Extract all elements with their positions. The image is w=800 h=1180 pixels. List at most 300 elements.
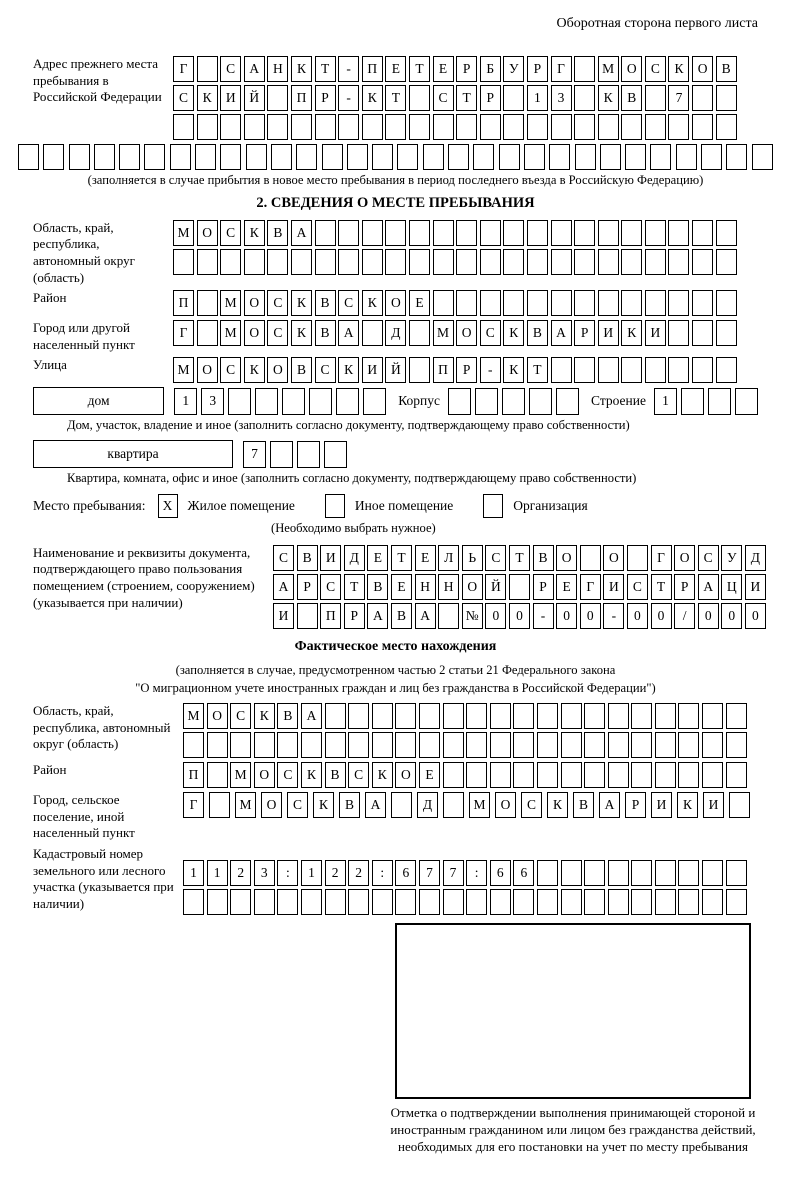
char-box[interactable] bbox=[438, 603, 459, 629]
char-box[interactable] bbox=[655, 732, 676, 758]
char-box[interactable] bbox=[726, 703, 747, 729]
char-box[interactable]: 1 bbox=[183, 860, 204, 886]
char-box[interactable] bbox=[726, 889, 747, 915]
char-box[interactable]: И bbox=[220, 85, 241, 111]
char-box[interactable]: С bbox=[480, 320, 501, 346]
char-box[interactable]: Т bbox=[344, 574, 365, 600]
char-box[interactable] bbox=[254, 889, 275, 915]
char-box[interactable] bbox=[443, 732, 464, 758]
char-box[interactable] bbox=[701, 144, 722, 170]
char-box[interactable] bbox=[499, 144, 520, 170]
char-box[interactable] bbox=[443, 792, 464, 818]
char-box[interactable] bbox=[575, 144, 596, 170]
char-box[interactable]: И bbox=[703, 792, 724, 818]
char-box[interactable]: 0 bbox=[580, 603, 601, 629]
char-box[interactable]: А bbox=[338, 320, 359, 346]
char-box[interactable] bbox=[197, 56, 218, 82]
char-box[interactable]: В bbox=[573, 792, 594, 818]
char-box[interactable]: К bbox=[338, 357, 359, 383]
char-box[interactable] bbox=[209, 792, 230, 818]
char-box[interactable]: : bbox=[372, 860, 393, 886]
char-box[interactable]: 3 bbox=[201, 388, 224, 415]
char-box[interactable] bbox=[621, 357, 642, 383]
char-box[interactable] bbox=[456, 290, 477, 316]
char-box[interactable]: С bbox=[287, 792, 308, 818]
char-box[interactable] bbox=[336, 388, 359, 415]
char-box[interactable]: 7 bbox=[668, 85, 689, 111]
char-box[interactable]: В bbox=[533, 545, 554, 571]
char-box[interactable]: Р bbox=[315, 85, 336, 111]
char-box[interactable]: С bbox=[220, 220, 241, 246]
char-box[interactable]: Е bbox=[419, 762, 440, 788]
char-box[interactable] bbox=[362, 114, 383, 140]
char-box[interactable]: К bbox=[547, 792, 568, 818]
char-box[interactable]: 0 bbox=[485, 603, 506, 629]
char-box[interactable]: Е bbox=[433, 56, 454, 82]
char-box[interactable]: О bbox=[207, 703, 228, 729]
char-box[interactable] bbox=[309, 388, 332, 415]
char-box[interactable]: М bbox=[173, 220, 194, 246]
char-box[interactable] bbox=[282, 388, 305, 415]
char-box[interactable]: 7 bbox=[419, 860, 440, 886]
char-box[interactable] bbox=[692, 249, 713, 275]
char-box[interactable]: 0 bbox=[745, 603, 766, 629]
char-box[interactable]: С bbox=[230, 703, 251, 729]
char-box[interactable] bbox=[197, 114, 218, 140]
char-box[interactable] bbox=[678, 703, 699, 729]
char-box[interactable]: С bbox=[277, 762, 298, 788]
char-box[interactable]: К bbox=[254, 703, 275, 729]
char-box[interactable]: О bbox=[603, 545, 624, 571]
char-box[interactable] bbox=[348, 889, 369, 915]
char-box[interactable]: Г bbox=[173, 56, 194, 82]
char-box[interactable] bbox=[692, 85, 713, 111]
char-box[interactable] bbox=[480, 220, 501, 246]
char-box[interactable] bbox=[668, 357, 689, 383]
char-box[interactable]: С bbox=[627, 574, 648, 600]
char-box[interactable]: Й bbox=[244, 85, 265, 111]
char-box[interactable] bbox=[322, 144, 343, 170]
char-box[interactable] bbox=[692, 320, 713, 346]
char-box[interactable] bbox=[409, 320, 430, 346]
char-box[interactable] bbox=[608, 732, 629, 758]
char-box[interactable] bbox=[466, 703, 487, 729]
char-box[interactable] bbox=[645, 220, 666, 246]
char-box[interactable]: Д bbox=[385, 320, 406, 346]
char-box[interactable]: В bbox=[391, 603, 412, 629]
char-box[interactable]: Д bbox=[745, 545, 766, 571]
char-box[interactable] bbox=[561, 703, 582, 729]
char-box[interactable]: 1 bbox=[207, 860, 228, 886]
char-box[interactable]: О bbox=[254, 762, 275, 788]
char-box[interactable]: К bbox=[244, 357, 265, 383]
char-box[interactable] bbox=[456, 249, 477, 275]
char-box[interactable] bbox=[297, 603, 318, 629]
char-box[interactable] bbox=[338, 114, 359, 140]
char-box[interactable]: 0 bbox=[651, 603, 672, 629]
char-box[interactable] bbox=[267, 114, 288, 140]
char-box[interactable]: Л bbox=[438, 545, 459, 571]
char-box[interactable]: И bbox=[320, 545, 341, 571]
char-box[interactable]: О bbox=[556, 545, 577, 571]
char-box[interactable]: П bbox=[183, 762, 204, 788]
char-box[interactable]: К bbox=[362, 85, 383, 111]
char-box[interactable] bbox=[645, 290, 666, 316]
char-box[interactable] bbox=[655, 889, 676, 915]
char-box[interactable]: С bbox=[521, 792, 542, 818]
char-box[interactable] bbox=[433, 290, 454, 316]
char-box[interactable]: К bbox=[291, 56, 312, 82]
char-box[interactable]: Т bbox=[391, 545, 412, 571]
char-box[interactable]: О bbox=[244, 320, 265, 346]
char-box[interactable] bbox=[255, 388, 278, 415]
char-box[interactable] bbox=[524, 144, 545, 170]
char-box[interactable] bbox=[372, 703, 393, 729]
char-box[interactable]: М bbox=[230, 762, 251, 788]
char-box[interactable] bbox=[363, 388, 386, 415]
char-box[interactable]: Г bbox=[551, 56, 572, 82]
char-box[interactable] bbox=[456, 114, 477, 140]
char-box[interactable] bbox=[475, 388, 498, 415]
char-box[interactable] bbox=[716, 320, 737, 346]
char-box[interactable]: - bbox=[533, 603, 554, 629]
char-box[interactable] bbox=[409, 114, 430, 140]
char-box[interactable] bbox=[443, 889, 464, 915]
char-box[interactable] bbox=[513, 889, 534, 915]
char-box[interactable]: С bbox=[338, 290, 359, 316]
char-box[interactable]: В bbox=[315, 320, 336, 346]
char-box[interactable] bbox=[702, 732, 723, 758]
char-box[interactable]: О bbox=[456, 320, 477, 346]
char-box[interactable] bbox=[503, 249, 524, 275]
char-box[interactable] bbox=[372, 732, 393, 758]
char-box[interactable]: А bbox=[244, 56, 265, 82]
char-box[interactable]: 0 bbox=[721, 603, 742, 629]
char-box[interactable] bbox=[183, 889, 204, 915]
char-box[interactable] bbox=[650, 144, 671, 170]
char-box[interactable]: С bbox=[348, 762, 369, 788]
char-box[interactable]: О bbox=[197, 220, 218, 246]
char-box[interactable] bbox=[69, 144, 90, 170]
char-box[interactable] bbox=[94, 144, 115, 170]
char-box[interactable]: - bbox=[338, 56, 359, 82]
char-box[interactable] bbox=[466, 889, 487, 915]
char-box[interactable]: К bbox=[291, 290, 312, 316]
char-box[interactable]: Ь bbox=[462, 545, 483, 571]
char-box[interactable]: 2 bbox=[348, 860, 369, 886]
char-box[interactable] bbox=[537, 889, 558, 915]
char-box[interactable] bbox=[681, 388, 704, 415]
char-box[interactable]: Р bbox=[480, 85, 501, 111]
char-box[interactable]: С bbox=[267, 290, 288, 316]
char-box[interactable] bbox=[716, 290, 737, 316]
char-box[interactable]: О bbox=[621, 56, 642, 82]
char-box[interactable] bbox=[668, 320, 689, 346]
char-box[interactable]: - bbox=[480, 357, 501, 383]
char-box[interactable] bbox=[645, 114, 666, 140]
char-box[interactable] bbox=[716, 249, 737, 275]
char-box[interactable] bbox=[347, 144, 368, 170]
char-box[interactable] bbox=[692, 290, 713, 316]
char-box[interactable]: К bbox=[301, 762, 322, 788]
char-box[interactable]: Р bbox=[344, 603, 365, 629]
char-box[interactable]: В bbox=[315, 290, 336, 316]
char-box[interactable]: И bbox=[598, 320, 619, 346]
char-box[interactable]: 1 bbox=[174, 388, 197, 415]
char-box[interactable]: : bbox=[466, 860, 487, 886]
char-box[interactable]: В bbox=[267, 220, 288, 246]
char-box[interactable] bbox=[668, 114, 689, 140]
stay-type-checkbox[interactable] bbox=[325, 494, 345, 518]
char-box[interactable]: 2 bbox=[230, 860, 251, 886]
char-box[interactable] bbox=[173, 249, 194, 275]
char-box[interactable]: Т bbox=[509, 545, 530, 571]
char-box[interactable]: Й bbox=[385, 357, 406, 383]
char-box[interactable]: Е bbox=[415, 545, 436, 571]
char-box[interactable] bbox=[726, 732, 747, 758]
char-box[interactable]: 6 bbox=[513, 860, 534, 886]
char-box[interactable]: П bbox=[320, 603, 341, 629]
char-box[interactable] bbox=[598, 114, 619, 140]
char-box[interactable]: О bbox=[267, 357, 288, 383]
char-box[interactable]: К bbox=[598, 85, 619, 111]
char-box[interactable] bbox=[598, 249, 619, 275]
char-box[interactable]: 6 bbox=[490, 860, 511, 886]
char-box[interactable] bbox=[270, 441, 293, 468]
char-box[interactable] bbox=[503, 290, 524, 316]
char-box[interactable] bbox=[608, 860, 629, 886]
char-box[interactable]: 7 bbox=[443, 860, 464, 886]
char-box[interactable]: А bbox=[698, 574, 719, 600]
char-box[interactable]: К bbox=[244, 220, 265, 246]
char-box[interactable] bbox=[574, 357, 595, 383]
char-box[interactable] bbox=[362, 320, 383, 346]
char-box[interactable] bbox=[456, 220, 477, 246]
char-box[interactable]: В bbox=[277, 703, 298, 729]
char-box[interactable] bbox=[549, 144, 570, 170]
char-box[interactable]: Т bbox=[527, 357, 548, 383]
char-box[interactable] bbox=[230, 889, 251, 915]
char-box[interactable]: Р bbox=[456, 357, 477, 383]
char-box[interactable] bbox=[561, 860, 582, 886]
char-box[interactable] bbox=[561, 732, 582, 758]
char-box[interactable]: К bbox=[503, 320, 524, 346]
char-box[interactable] bbox=[702, 703, 723, 729]
char-box[interactable] bbox=[726, 762, 747, 788]
char-box[interactable] bbox=[338, 220, 359, 246]
char-box[interactable] bbox=[702, 762, 723, 788]
char-box[interactable] bbox=[551, 114, 572, 140]
char-box[interactable] bbox=[372, 889, 393, 915]
char-box[interactable]: П bbox=[433, 357, 454, 383]
char-box[interactable] bbox=[702, 860, 723, 886]
char-box[interactable]: Е bbox=[556, 574, 577, 600]
char-box[interactable] bbox=[726, 860, 747, 886]
char-box[interactable] bbox=[584, 889, 605, 915]
char-box[interactable]: П bbox=[173, 290, 194, 316]
char-box[interactable] bbox=[207, 762, 228, 788]
char-box[interactable] bbox=[277, 732, 298, 758]
char-box[interactable] bbox=[338, 249, 359, 275]
char-box[interactable] bbox=[551, 357, 572, 383]
char-box[interactable]: С bbox=[485, 545, 506, 571]
char-box[interactable]: 6 bbox=[395, 860, 416, 886]
char-box[interactable]: М bbox=[183, 703, 204, 729]
char-box[interactable] bbox=[433, 249, 454, 275]
char-box[interactable]: С bbox=[645, 56, 666, 82]
char-box[interactable]: У bbox=[721, 545, 742, 571]
char-box[interactable]: Е bbox=[409, 290, 430, 316]
char-box[interactable]: Е bbox=[391, 574, 412, 600]
char-box[interactable] bbox=[419, 889, 440, 915]
char-box[interactable] bbox=[513, 762, 534, 788]
char-box[interactable]: У bbox=[503, 56, 524, 82]
char-box[interactable] bbox=[409, 85, 430, 111]
char-box[interactable]: Р bbox=[297, 574, 318, 600]
char-box[interactable] bbox=[627, 545, 648, 571]
char-box[interactable]: О bbox=[395, 762, 416, 788]
char-box[interactable]: О bbox=[692, 56, 713, 82]
char-box[interactable] bbox=[574, 220, 595, 246]
char-box[interactable]: № bbox=[462, 603, 483, 629]
char-box[interactable]: 0 bbox=[627, 603, 648, 629]
char-box[interactable] bbox=[598, 220, 619, 246]
char-box[interactable] bbox=[207, 732, 228, 758]
stay-type-checkbox[interactable] bbox=[483, 494, 503, 518]
char-box[interactable] bbox=[692, 357, 713, 383]
char-box[interactable] bbox=[598, 290, 619, 316]
char-box[interactable] bbox=[372, 144, 393, 170]
char-box[interactable] bbox=[625, 144, 646, 170]
char-box[interactable] bbox=[348, 732, 369, 758]
char-box[interactable] bbox=[655, 762, 676, 788]
char-box[interactable]: Б bbox=[480, 56, 501, 82]
char-box[interactable] bbox=[598, 357, 619, 383]
char-box[interactable] bbox=[197, 290, 218, 316]
char-box[interactable] bbox=[297, 441, 320, 468]
char-box[interactable] bbox=[503, 114, 524, 140]
char-box[interactable]: К bbox=[677, 792, 698, 818]
char-box[interactable] bbox=[645, 357, 666, 383]
char-box[interactable] bbox=[621, 290, 642, 316]
char-box[interactable]: А bbox=[365, 792, 386, 818]
char-box[interactable]: 1 bbox=[654, 388, 677, 415]
char-box[interactable]: В bbox=[527, 320, 548, 346]
char-box[interactable] bbox=[433, 220, 454, 246]
char-box[interactable] bbox=[584, 703, 605, 729]
char-box[interactable] bbox=[362, 220, 383, 246]
char-box[interactable] bbox=[631, 889, 652, 915]
char-box[interactable] bbox=[173, 114, 194, 140]
char-box[interactable] bbox=[230, 732, 251, 758]
char-box[interactable]: 0 bbox=[556, 603, 577, 629]
char-box[interactable]: К bbox=[197, 85, 218, 111]
char-box[interactable] bbox=[735, 388, 758, 415]
char-box[interactable]: В bbox=[367, 574, 388, 600]
char-box[interactable] bbox=[291, 249, 312, 275]
char-box[interactable]: К bbox=[313, 792, 334, 818]
char-box[interactable]: 7 bbox=[243, 441, 266, 468]
char-box[interactable] bbox=[631, 732, 652, 758]
char-box[interactable] bbox=[551, 290, 572, 316]
char-box[interactable] bbox=[220, 144, 241, 170]
char-box[interactable] bbox=[277, 889, 298, 915]
char-box[interactable]: В bbox=[339, 792, 360, 818]
char-box[interactable]: В bbox=[297, 545, 318, 571]
char-box[interactable] bbox=[473, 144, 494, 170]
char-box[interactable] bbox=[291, 114, 312, 140]
char-box[interactable] bbox=[395, 703, 416, 729]
char-box[interactable] bbox=[561, 889, 582, 915]
char-box[interactable] bbox=[702, 889, 723, 915]
char-box[interactable]: Г bbox=[183, 792, 204, 818]
char-box[interactable] bbox=[527, 114, 548, 140]
char-box[interactable] bbox=[678, 889, 699, 915]
char-box[interactable] bbox=[574, 114, 595, 140]
char-box[interactable] bbox=[726, 144, 747, 170]
char-box[interactable]: П bbox=[291, 85, 312, 111]
char-box[interactable] bbox=[608, 703, 629, 729]
char-box[interactable] bbox=[296, 144, 317, 170]
char-box[interactable]: А bbox=[551, 320, 572, 346]
char-box[interactable]: Г bbox=[651, 545, 672, 571]
char-box[interactable] bbox=[608, 762, 629, 788]
char-box[interactable]: О bbox=[674, 545, 695, 571]
char-box[interactable]: Т bbox=[456, 85, 477, 111]
char-box[interactable] bbox=[645, 85, 666, 111]
char-box[interactable]: О bbox=[197, 357, 218, 383]
char-box[interactable]: Т bbox=[409, 56, 430, 82]
char-box[interactable] bbox=[676, 144, 697, 170]
stay-type-checkbox[interactable]: X bbox=[158, 494, 178, 518]
char-box[interactable]: К bbox=[503, 357, 524, 383]
char-box[interactable] bbox=[503, 85, 524, 111]
char-box[interactable]: С bbox=[267, 320, 288, 346]
char-box[interactable]: И bbox=[745, 574, 766, 600]
char-box[interactable]: В bbox=[621, 85, 642, 111]
char-box[interactable] bbox=[271, 144, 292, 170]
char-box[interactable] bbox=[580, 545, 601, 571]
char-box[interactable]: И bbox=[645, 320, 666, 346]
char-box[interactable] bbox=[716, 357, 737, 383]
char-box[interactable] bbox=[448, 144, 469, 170]
char-box[interactable]: / bbox=[674, 603, 695, 629]
char-box[interactable] bbox=[144, 144, 165, 170]
char-box[interactable]: О bbox=[385, 290, 406, 316]
char-box[interactable] bbox=[244, 249, 265, 275]
char-box[interactable]: С bbox=[315, 357, 336, 383]
char-box[interactable] bbox=[325, 732, 346, 758]
char-box[interactable] bbox=[678, 732, 699, 758]
char-box[interactable] bbox=[43, 144, 64, 170]
char-box[interactable] bbox=[197, 249, 218, 275]
char-box[interactable]: К bbox=[372, 762, 393, 788]
char-box[interactable]: С bbox=[273, 545, 294, 571]
char-box[interactable] bbox=[529, 388, 552, 415]
char-box[interactable]: Г bbox=[580, 574, 601, 600]
char-box[interactable]: М bbox=[235, 792, 256, 818]
char-box[interactable] bbox=[551, 249, 572, 275]
char-box[interactable]: Р bbox=[527, 56, 548, 82]
char-box[interactable]: О bbox=[495, 792, 516, 818]
char-box[interactable] bbox=[490, 889, 511, 915]
char-box[interactable] bbox=[655, 860, 676, 886]
char-box[interactable] bbox=[678, 860, 699, 886]
char-box[interactable] bbox=[574, 85, 595, 111]
char-box[interactable] bbox=[228, 388, 251, 415]
char-box[interactable]: М bbox=[598, 56, 619, 82]
char-box[interactable] bbox=[513, 732, 534, 758]
